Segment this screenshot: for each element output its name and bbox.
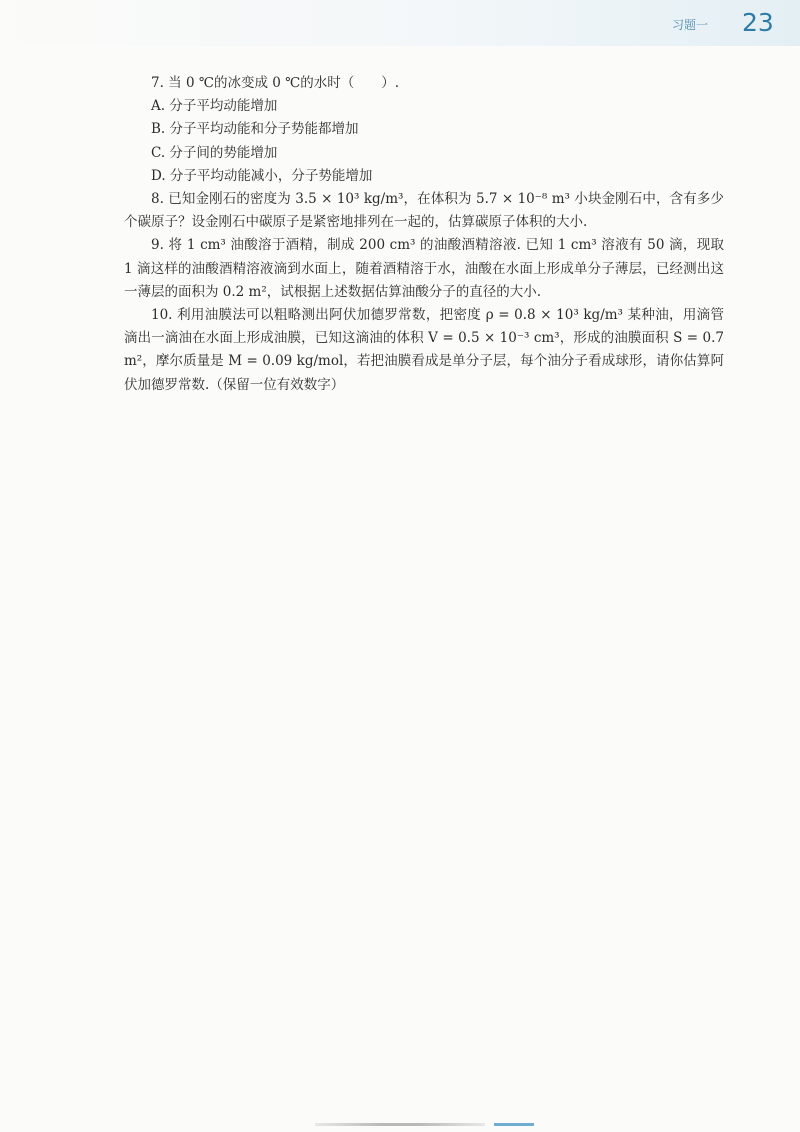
question-7-option-b: B. 分子平均动能和分子势能都增加	[151, 121, 359, 138]
footer-accent-rule	[494, 1123, 534, 1126]
question-7-option-a: A. 分子平均动能增加	[151, 98, 278, 115]
footer-rule	[315, 1123, 485, 1126]
question-9: 9. 将 1 cm³ 油酸溶于酒精，制成 200 cm³ 的油酸酒精溶液. 已知 1 cm³ 溶液有 50 滴，现取 1 滴这样的油酸酒精溶液滴到水面上，随着酒精溶于水，油酸在水面上形成单分子薄层，已经测出这一薄层的面积为 0.2 m²，试根据上述数据估算油酸分子的直径的大小.	[124, 237, 724, 300]
page-number: 23	[742, 8, 774, 37]
question-10: 10. 利用油膜法可以粗略测出阿伏加德罗常数，把密度 ρ = 0.8 × 10³ kg/m³ 某种油，用滴管滴出一滴油在水面上形成油膜，已知这滴油的体积 V = 0.5 × 10⁻³ cm³，形成的油膜面积 S = 0.7 m²，摩尔质量是 M = 0.09 kg/mol，若把油膜看成是单分子层，每个油分子看成球形，请你估算阿伏加德罗常数.（保留一位有效数字）	[124, 307, 724, 393]
question-8: 8. 已知金刚石的密度为 3.5 × 10³ kg/m³，在体积为 5.7 × 10⁻⁸ m³ 小块金刚石中，含有多少个碳原子？设金刚石中碳原子是紧密地排列在一起的，估算碳原子体积的大小.	[124, 191, 724, 231]
question-7-option-c: C. 分子间的势能增加	[151, 144, 278, 161]
question-7-option-d: D. 分子平均动能减小，分子势能增加	[151, 167, 373, 184]
question-7-stem: 7. 当 0 ℃的冰变成 0 ℃的水时（ ）.	[151, 75, 400, 91]
exercise-content	[124, 72, 724, 397]
section-label: 习题一	[672, 18, 709, 32]
